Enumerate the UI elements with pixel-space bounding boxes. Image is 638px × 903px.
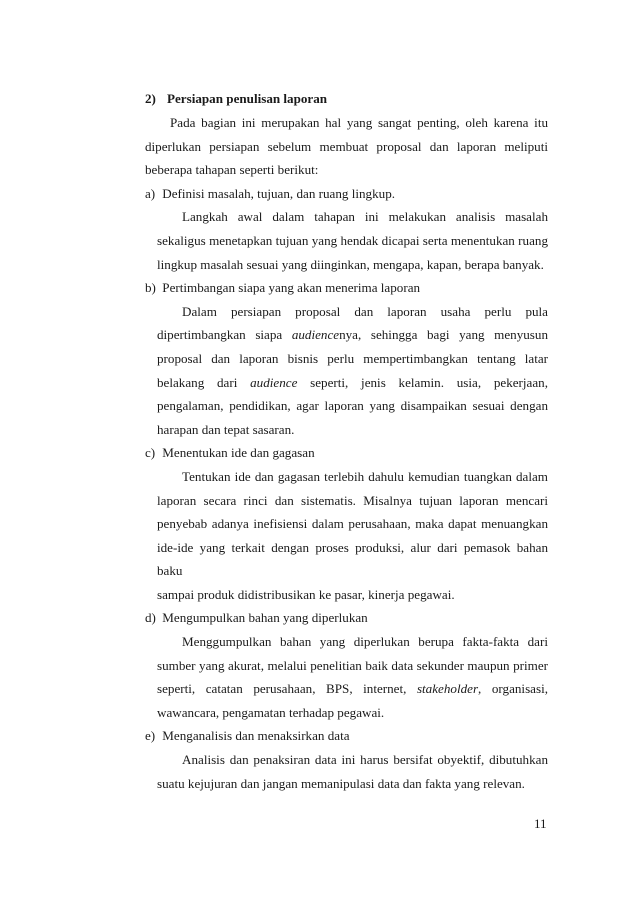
paragraph-line: penyebab adanya inefisiensi dalam perusahaan, maka dapat menuangkan	[157, 516, 548, 532]
section-e-title	[145, 724, 548, 748]
text-run: belakang dari	[157, 374, 251, 390]
section-title: Pertimbangan siapa yang akan menerima laporan	[162, 280, 421, 296]
section-e-body	[145, 748, 548, 795]
section-a	[145, 182, 548, 276]
section-b	[145, 276, 548, 441]
intro-paragraph	[145, 111, 548, 182]
text-run: , organisasi,	[478, 681, 548, 697]
section-letter: c)	[145, 445, 156, 461]
section-d-body	[145, 630, 548, 724]
page-content	[145, 90, 548, 795]
paragraph-line	[157, 677, 548, 701]
section-a-body	[145, 205, 548, 276]
section-b-body	[145, 300, 548, 442]
paragraph-line	[157, 323, 548, 347]
italic-term: stakeholder	[416, 681, 479, 697]
paragraph-line: sampai produk didistribusikan ke pasar, kinerja pegawai.	[157, 586, 455, 602]
text-run: seperti, catatan perusahaan, BPS, internet,	[157, 681, 417, 697]
section-title: Definisi masalah, tujuan, dan ruang lingkup.	[162, 185, 396, 201]
paragraph-line: harapan dan tepat sasaran.	[157, 421, 295, 437]
section-c-body	[145, 465, 548, 607]
paragraph-line: laporan secara rinci dan sistematis. Misalnya tujuan laporan mencari	[157, 492, 548, 508]
section-letter: a)	[145, 185, 156, 201]
section-letter: b)	[145, 280, 156, 296]
text-run: seperti, jenis kelamin. usia, pekerjaan,	[297, 374, 549, 390]
paragraph-line: Langkah awal dalam tahapan ini melakukan analisis masalah	[182, 209, 548, 225]
section-letter: e)	[145, 728, 156, 744]
paragraph-line: Menggumpulkan bahan yang diperlukan berupa fakta-fakta dari	[182, 634, 548, 650]
paragraph-line: sekaligus menetapkan tujuan yang hendak dicapai serta menentukan ruang	[157, 232, 548, 248]
section-title: Menentukan ide dan gagasan	[162, 445, 315, 461]
text-run: nya, sehingga bagi yang menyusun	[339, 327, 548, 343]
intro-line: beberapa tahapan seperti berikut:	[145, 162, 319, 178]
heading-number: 2)	[145, 91, 156, 106]
section-e	[145, 724, 548, 795]
page-number: 11	[534, 816, 547, 831]
intro-line: diperlukan persiapan sebelum membuat proposal dan laporan meliputi	[145, 138, 548, 154]
section-d-title	[145, 606, 548, 630]
section-heading	[145, 90, 548, 107]
paragraph-line	[157, 371, 548, 395]
paragraph-line: Dalam persiapan proposal dan laporan usaha perlu pula	[182, 303, 548, 319]
section-a-title	[145, 182, 548, 206]
paragraph-line: suatu kejujuran dan jangan memanipulasi data dan fakta yang relevan.	[157, 775, 525, 791]
italic-term: audience	[291, 327, 340, 343]
section-title: Menganalisis dan menaksirkan data	[162, 728, 350, 744]
paragraph-line: pengalaman, pendidikan, agar laporan yang disampaikan sesuai dengan	[157, 398, 548, 414]
section-title: Mengumpulkan bahan yang diperlukan	[162, 610, 368, 626]
section-c	[145, 441, 548, 606]
paragraph-line: wawancara, pengamatan terhadap pegawai.	[157, 704, 385, 720]
text-run: dipertimbangkan siapa	[157, 327, 292, 343]
heading-title: Persiapan penulisan laporan	[167, 91, 328, 106]
intro-line: Pada bagian ini merupakan hal yang sangat penting, oleh karena itu	[170, 115, 548, 130]
section-d	[145, 606, 548, 724]
section-b-title	[145, 276, 548, 300]
section-letter: d)	[145, 610, 156, 626]
paragraph-line: lingkup masalah sesuai yang diinginkan, mengapa, kapan, berapa banyak.	[157, 256, 544, 272]
paragraph-line: Tentukan ide dan gagasan terlebih dahulu kemudian tuangkan dalam	[182, 468, 548, 484]
section-c-title	[145, 441, 548, 465]
paragraph-line: proposal dan laporan bisnis perlu mempertimbangkan tentang latar	[157, 350, 548, 366]
italic-term: audience	[250, 374, 298, 390]
paragraph-line: ide-ide yang terkait dengan proses produksi, alur dari pemasok bahan baku	[157, 539, 548, 579]
paragraph-line: Analisis dan penaksiran data ini harus bersifat obyektif, dibutuhkan	[182, 752, 548, 768]
paragraph-line: sumber yang akurat, melalui penelitian baik data sekunder maupun primer	[157, 657, 548, 673]
